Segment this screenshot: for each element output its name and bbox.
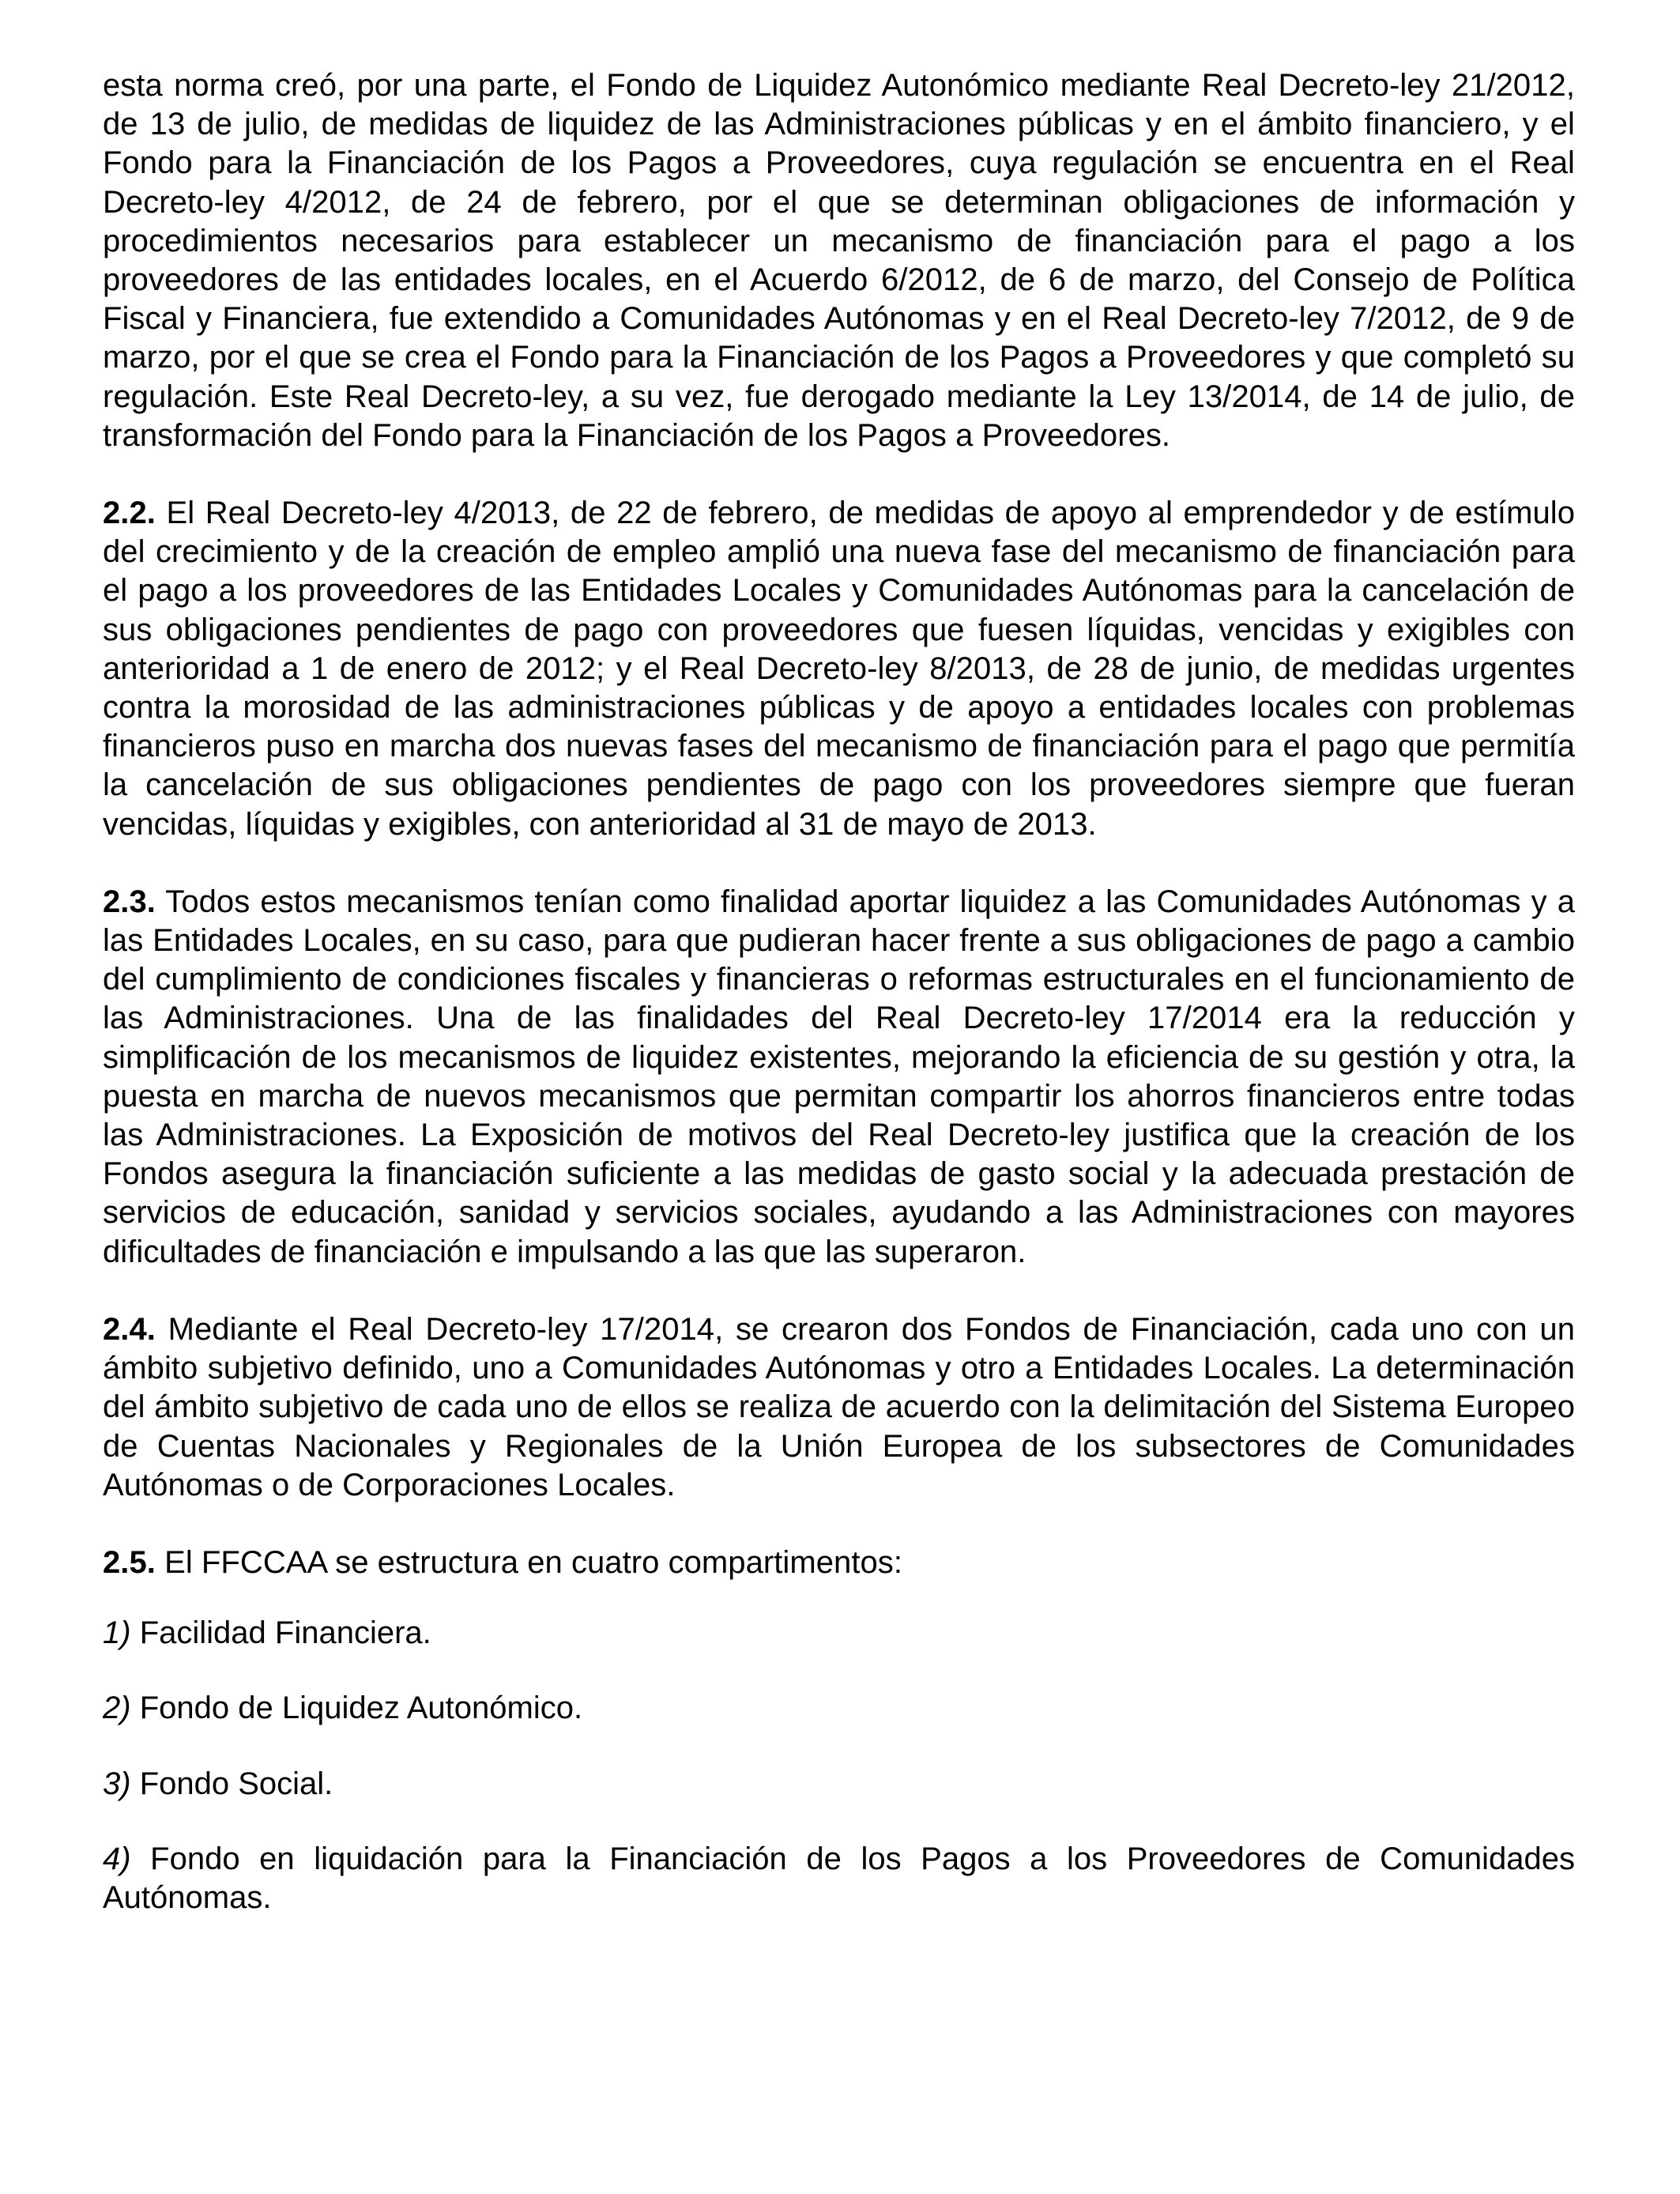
list-item-number: 3) — [103, 1766, 131, 1801]
list-item — [103, 1840, 1575, 1917]
paragraph-2-2 — [103, 494, 1575, 844]
paragraph-2-3 — [103, 883, 1575, 1272]
list-item — [103, 1765, 1575, 1804]
list-item — [103, 1614, 1575, 1653]
paragraph-text: El Real Decreto-ley 4/2013, de 22 de febrero, de medidas de apoyo al emprendedor y de estímulo del crecimiento y de la creación de empleo amplió una nueva fase del mecanismo de financiación para el pago a los proveedores de las Entidades Locales y Comunidades Autónomas para la cancelación de sus obligaciones pendientes de pago con proveedores que fuesen líquidas, vencidas y exigibles con anterioridad a 1 de enero de 2012; y el Real Decreto-ley 8/2013, de 28 de junio, de medidas urgentes contra la morosidad de las administraciones públicas y de apoyo a entidades locales con problemas financieros puso en marcha dos nuevas fases del mecanismo de financiación para el pago que permitía la cancelación de sus obligaciones pendientes de pago con los proveedores siempre que fueran vencidas, líquidas y exigibles, con anterioridad al 31 de mayo de 2013. — [103, 496, 1575, 842]
document-page — [103, 66, 1575, 1954]
paragraph-2-5 — [103, 1544, 1575, 1582]
paragraph-text: esta norma creó, por una parte, el Fondo de Liquidez Autonómico mediante Real Decreto-ley 21/2012, de 13 de julio, de medidas de liquidez de las Administraciones públicas y en el ámbito financiero, y el Fondo para la Financiación de los Pagos a Proveedores, cuya regulación se encuentra en el Real Decreto-ley 4/2012, de 24 de febrero, por el que se determinan obligaciones de información y procedimientos necesarios para establecer un mecanismo de financiación para el pago a los proveedores de las entidades locales, en el Acuerdo 6/2012, de 6 de marzo, del Consejo de Política Fiscal y Financiera, fue extendido a Comunidades Autónomas y en el Real Decreto-ley 7/2012, de 9 de marzo, por el que se crea el Fondo para la Financiación de los Pagos a Proveedores y que completó su regulación. Este Real Decreto-ley, a su vez, fue derogado mediante la Ley 13/2014, de 14 de julio, de transformación del Fondo para la Financiación de los Pagos a Proveedores. — [103, 68, 1575, 453]
paragraph-text: El FFCCAA se estructura en cuatro compartimentos: — [155, 1544, 902, 1580]
list-item — [103, 1689, 1575, 1728]
paragraph-number: 2.5. — [103, 1544, 156, 1580]
paragraph-text: Mediante el Real Decreto-ley 17/2014, se crearon dos Fondos de Financiación, cada uno con un ámbito subjetivo definido, uno a Comunidades Autónomas y otro a Entidades Locales. La determinación del ámbito subjetivo de cada uno de ellos se realiza de acuerdo con la delimitación del Sistema Europeo de Cuentas Nacionales y Regionales de la Unión Europea de los subsectores de Comunidades Autónomas o de Corporaciones Locales. — [103, 1311, 1575, 1502]
list-item-number: 2) — [103, 1691, 131, 1726]
paragraph-2-4 — [103, 1310, 1575, 1505]
paragraph-number: 2.3. — [103, 884, 156, 919]
paragraph-number: 2.4. — [103, 1311, 156, 1347]
list-item-text: Fondo de Liquidez Autonómico. — [130, 1691, 583, 1726]
paragraph-text: Todos estos mecanismos tenían como finalidad aportar liquidez a las Comunidades Autónomas y a las Entidades Locales, en su caso, para que pudieran hacer frente a sus obligaciones de pago a cambio del cumplimiento de condiciones fiscales y financieras o reformas estructurales en el funcionamiento de las Administraciones. Una de las finalidades del Real Decreto-ley 17/2014 era la reducción y simplificación de los mecanismos de liquidez existentes, mejorando la eficiencia de su gestión y otra, la puesta en marcha de nuevos mecanismos que permitan compartir los ahorros financieros entre todas las Administraciones. La Exposición de motivos del Real Decreto-ley justifica que la creación de los Fondos asegura la financiación suficiente a las medidas de gasto social y la adecuada prestación de servicios de educación, sanidad y servicios sociales, ayudando a las Administraciones con mayores dificultades de financiación e impulsando a las que las superaron. — [103, 884, 1575, 1269]
list-item-number: 1) — [103, 1615, 131, 1651]
list-item-text: Facilidad Financiera. — [130, 1615, 431, 1651]
paragraph-intro — [103, 66, 1575, 455]
list-item-text: Fondo en liquidación para la Financiación de los Pagos a los Proveedores de Comunidades Autónomas. — [103, 1841, 1575, 1915]
paragraph-number: 2.2. — [103, 496, 156, 531]
list-item-number: 4) — [103, 1841, 131, 1876]
list-item-text: Fondo Social. — [130, 1766, 333, 1801]
